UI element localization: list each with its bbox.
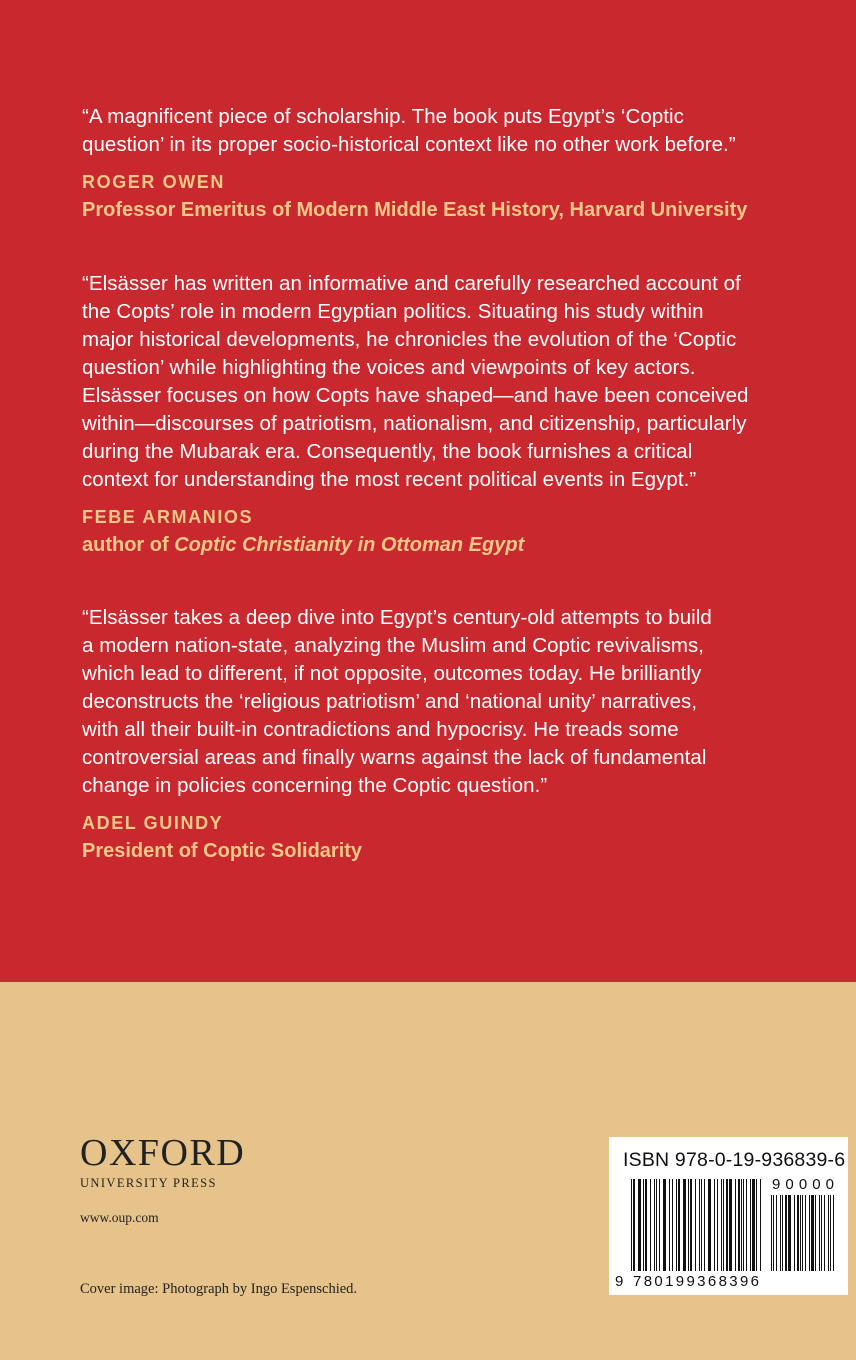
publisher-logo	[80, 1133, 245, 1191]
blurb-author-name: FEBE ARMANIOS	[82, 507, 254, 527]
blurb-author-name: ROGER OWEN	[82, 172, 226, 192]
barcode-box	[609, 1137, 848, 1295]
barcode-stripe	[669, 1179, 670, 1271]
barcode-stripe	[773, 1195, 774, 1271]
barcode-stripe	[717, 1179, 718, 1271]
barcode-stripe	[746, 1179, 747, 1271]
barcode-stripe	[805, 1195, 806, 1271]
blurb-armanios	[82, 270, 782, 560]
barcode-stripe	[785, 1195, 787, 1271]
barcode-stripe	[821, 1195, 822, 1271]
barcode-stripe	[676, 1179, 677, 1271]
barcode-stripe	[819, 1195, 820, 1271]
barcode-stripe	[824, 1195, 825, 1271]
barcode-stripe	[782, 1195, 783, 1271]
barcode-stripe	[654, 1179, 655, 1271]
addon-bars	[771, 1195, 834, 1271]
cover-credit: Cover image: Photograph by Ingo Espenschied.	[80, 1281, 358, 1297]
barcode-stripe	[704, 1179, 705, 1271]
barcode-stripe	[811, 1195, 814, 1271]
barcode-stripe	[780, 1195, 781, 1271]
barcode-stripe	[809, 1195, 810, 1271]
barcode-stripe	[788, 1195, 791, 1271]
barcode-stripe	[828, 1195, 829, 1271]
barcode-stripe	[645, 1179, 647, 1271]
barcode-stripe	[750, 1179, 751, 1271]
barcode-stripe	[723, 1179, 724, 1271]
barcode-stripe	[638, 1179, 641, 1271]
blurb-owen	[82, 103, 782, 225]
barcode-stripe	[643, 1179, 644, 1271]
barcode-stripe	[726, 1179, 728, 1271]
barcode-stripe	[678, 1179, 680, 1271]
isbn-label: ISBN 978-0-19-936839-6	[623, 1149, 846, 1171]
barcode-price-code: 90000	[772, 1176, 834, 1193]
barcode-digits: 780199368396	[633, 1273, 759, 1290]
barcode-stripe	[714, 1179, 715, 1271]
role-prefix: author of	[82, 534, 175, 556]
barcode-stripe	[802, 1195, 803, 1271]
publisher-name: OXFORD	[80, 1132, 246, 1174]
barcode-stripe	[672, 1179, 673, 1271]
barcode-stripe	[695, 1179, 696, 1271]
barcode-stripe	[690, 1179, 692, 1271]
barcode-stripe	[633, 1179, 635, 1271]
barcode-stripe	[721, 1179, 722, 1271]
barcode-lead-digit: 9	[615, 1273, 624, 1290]
barcode-stripe	[756, 1179, 757, 1271]
barcode-stripe	[701, 1179, 702, 1271]
barcode-stripe	[738, 1179, 740, 1271]
barcode-stripe	[797, 1195, 799, 1271]
barcode-stripe	[776, 1195, 777, 1271]
publisher-url: www.oup.com	[80, 1210, 159, 1225]
ean13-bars	[631, 1179, 761, 1271]
blurb-quote: “Elsässer has written an informative and carefully researched account of the Copts’ role in modern Egyptian politics. Situating his study within major historical developments, he chronicles the evolution of the ‘Coptic question’ while highlighting the voices and viewpoints of key actors. Elsässer focuses on how Copts have shaped—and have been conceived within—discourses of patriotism, nationalism, and citizenship, particularly during the Mubarak era. Consequently, the book furnishes a critical context for understanding the most recent political events in Egypt.”	[82, 272, 749, 491]
barcode-stripe	[656, 1179, 657, 1271]
blurb-author-role: Professor Emeritus of Modern Middle East History, Harvard University	[82, 199, 748, 221]
barcode-stripe	[729, 1179, 732, 1271]
barcode-stripe	[760, 1179, 761, 1271]
barcode-stripe	[631, 1179, 632, 1271]
barcode-stripe	[659, 1179, 660, 1271]
barcode-stripe	[800, 1195, 801, 1271]
barcode-stripe	[743, 1179, 744, 1271]
blurb-quote: “A magnificent piece of scholarship. The book puts Egypt’s ‘Coptic question’ in its proper socio-historical context like no other work before.”	[82, 105, 736, 156]
blurb-guindy	[82, 604, 782, 866]
barcode-stripe	[708, 1179, 711, 1271]
barcode-stripe	[735, 1179, 736, 1271]
barcode-stripe	[833, 1195, 834, 1271]
blurb-author-role	[82, 530, 782, 560]
barcode-stripe	[752, 1179, 755, 1271]
barcode-stripe	[650, 1179, 651, 1271]
book-title: Coptic Christianity in Ottoman Egypt	[174, 534, 525, 556]
blurb-quote: “Elsässer takes a deep dive into Egypt’s century-old attempts to build a modern nation-state, analyzing the Muslim and Coptic revivalisms, which lead to different, if not opposite, outcomes today. He brilliantly deconstructs the ‘religious patriotism’ and ‘national unity’ narratives, with all their built-in contradictions and hypocrisy. He treads some controversial areas and finally warns against the lack of fundamental change in policies concerning the Coptic question.”	[82, 606, 712, 797]
barcode-stripe	[815, 1195, 816, 1271]
barcode-stripe	[688, 1179, 689, 1271]
barcode-stripe	[741, 1179, 742, 1271]
barcode-stripe	[794, 1195, 795, 1271]
barcode-stripe	[683, 1179, 686, 1271]
barcode-stripe	[771, 1195, 772, 1271]
publisher-subtitle: UNIVERSITY PRESS	[80, 1176, 217, 1190]
blurb-author-role: President of Coptic Solidarity	[82, 840, 363, 862]
blurb-author-name: ADEL GUINDY	[82, 813, 224, 833]
barcode-graphic	[609, 1137, 848, 1295]
barcode-stripe	[663, 1179, 666, 1271]
barcode-stripe	[830, 1195, 831, 1271]
barcode-stripe	[699, 1179, 700, 1271]
